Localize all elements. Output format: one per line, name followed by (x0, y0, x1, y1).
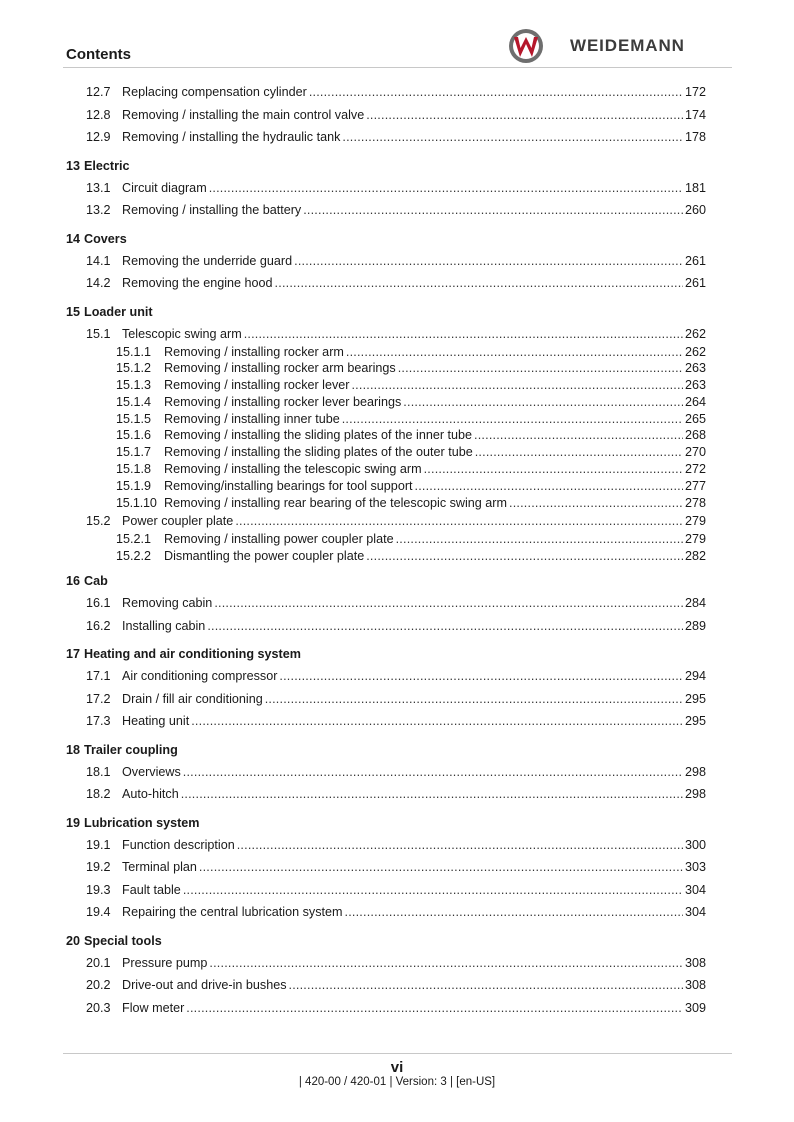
entry-number: 12.7 (86, 85, 111, 99)
dot-leader (415, 478, 683, 494)
chapter-heading[interactable] (66, 565, 706, 595)
footer-divider (63, 1053, 732, 1054)
entry-page: 309 (684, 1000, 706, 1015)
entry-title: Pressure pump (122, 955, 208, 970)
dot-leader (183, 882, 683, 898)
dot-leader (235, 513, 683, 529)
chapter-number: 15 (66, 304, 81, 319)
chapter-heading[interactable] (66, 298, 706, 326)
page-title: Contents (66, 46, 131, 63)
entry-page: 277 (684, 478, 706, 493)
entry-title: Auto-hitch (122, 787, 179, 802)
dot-leader (345, 904, 683, 920)
entry-title: Air conditioning compressor (122, 669, 278, 684)
chapter-number: 13 (66, 158, 81, 173)
entry-title: Telescopic swing arm (122, 326, 242, 341)
entry-number: 15.2.2 (116, 549, 152, 564)
chapter-number: 17 (66, 647, 81, 662)
chapter-title: Covers (84, 231, 127, 246)
toc-entry[interactable] (66, 618, 706, 641)
toc-entry[interactable] (66, 882, 706, 905)
weidemann-logo-icon (506, 27, 550, 65)
entry-number: 19.3 (86, 882, 111, 897)
entry-number: 15.1.2 (116, 361, 152, 376)
dot-leader (207, 618, 683, 634)
entry-title: Removing the underride guard (122, 253, 293, 268)
entry-number: 13.1 (86, 180, 111, 195)
chapter-heading[interactable] (66, 736, 706, 764)
chapter-heading[interactable] (66, 927, 706, 955)
entry-number: 14.1 (86, 253, 111, 268)
dot-leader (366, 548, 683, 564)
entry-number: 16.2 (86, 618, 111, 633)
toc-entry[interactable] (66, 713, 706, 736)
toc-subentry[interactable] (66, 411, 706, 428)
toc-subentry[interactable] (66, 360, 706, 377)
dot-leader (244, 326, 683, 342)
entry-title: Removing / installing the telescopic swing arm (164, 462, 422, 477)
entry-number: 15.1.1 (116, 344, 152, 359)
toc-subentry[interactable] (66, 394, 706, 411)
entry-number: 15.1.5 (116, 411, 152, 426)
entry-page: 298 (684, 764, 706, 779)
entry-number: 13.2 (86, 203, 111, 217)
chapter-title: Heating and air conditioning system (84, 647, 301, 662)
entry-title: Removing / installing inner tube (164, 411, 340, 426)
dot-leader (475, 444, 683, 460)
entry-title: Power coupler plate (122, 514, 234, 529)
entry-page: 304 (684, 882, 706, 897)
entry-title: Circuit diagram (122, 180, 207, 195)
dot-leader (199, 859, 683, 875)
brand-name: WEIDEMANN (570, 36, 685, 55)
entry-number: 14.2 (86, 276, 111, 290)
dot-leader (351, 377, 683, 393)
chapter-heading[interactable] (66, 640, 706, 668)
entry-number: 15.1.4 (116, 394, 152, 409)
entry-page: 282 (684, 549, 706, 564)
dot-leader (209, 180, 683, 196)
entry-title: Replacing compensation cylinder (122, 85, 307, 99)
chapter-title: Trailer coupling (84, 742, 178, 757)
entry-page: 174 (684, 107, 706, 122)
entry-page: 295 (684, 691, 706, 706)
entry-page: 308 (684, 955, 706, 970)
chapter-title: Special tools (84, 933, 162, 948)
version-info: | 420-00 / 420-01 | Version: 3 | [en-US] (298, 1076, 496, 1088)
chapter-number: 14 (66, 231, 81, 246)
toc-entry[interactable] (66, 668, 706, 691)
entry-number: 12.8 (86, 107, 111, 122)
entry-title: Removing / installing the sliding plates of the inner tube (164, 428, 473, 443)
entry-title: Installing cabin (122, 618, 206, 633)
toc-subentry[interactable] (66, 444, 706, 461)
entry-page: 294 (684, 669, 706, 684)
entry-title: Drive-out and drive-in bushes (122, 978, 287, 993)
entry-page: 181 (684, 180, 706, 195)
entry-number: 16.1 (86, 596, 111, 611)
entry-title: Removing the engine hood (122, 276, 273, 290)
entry-number: 15.1.10 (116, 495, 157, 510)
chapter-number: 16 (66, 574, 81, 589)
entry-page: 303 (684, 860, 706, 875)
chapter-number: 18 (66, 742, 81, 757)
header-divider (63, 67, 732, 68)
dot-leader (294, 253, 683, 269)
entry-title: Terminal plan (122, 860, 197, 875)
chapter-number: 20 (66, 933, 81, 948)
entry-title: Removing / installing rocker lever bearings (164, 394, 402, 409)
entry-page: 262 (684, 344, 706, 359)
toc-entry[interactable] (66, 513, 706, 531)
toc-entry[interactable] (66, 326, 706, 344)
entry-number: 19.4 (86, 905, 111, 920)
entry-number: 15.1.7 (116, 445, 152, 460)
toc-subentry[interactable] (66, 495, 706, 512)
entry-title: Removing / installing the sliding plates of the outer tube (164, 445, 473, 460)
dot-leader (424, 461, 683, 477)
chapter-heading[interactable] (66, 809, 706, 837)
dot-leader (289, 977, 683, 993)
chapter-title: Electric (84, 158, 130, 173)
entry-number: 20.3 (86, 1000, 111, 1015)
entry-number: 19.2 (86, 860, 111, 875)
toc-entry[interactable] (66, 786, 706, 809)
dot-leader (342, 411, 683, 427)
entry-title: Removing / installing the main control valve (122, 107, 365, 122)
entry-page: 261 (684, 253, 706, 268)
entry-title: Removing / installing rocker arm bearings (164, 361, 396, 376)
entry-page: 261 (684, 276, 706, 290)
chapter-title: Lubrication system (84, 815, 200, 830)
entry-page: 268 (684, 428, 706, 443)
entry-number: 18.1 (86, 764, 111, 779)
toc-entry[interactable] (66, 202, 706, 225)
entry-number: 18.2 (86, 787, 111, 802)
entry-page: 279 (684, 514, 706, 529)
dot-leader (214, 595, 683, 611)
dot-leader (191, 713, 683, 729)
dot-leader (342, 129, 683, 145)
dot-leader (265, 691, 683, 707)
entry-page: 284 (684, 596, 706, 611)
toc-entry[interactable] (66, 859, 706, 882)
entry-title: Flow meter (122, 1000, 185, 1015)
chapter-title: Cab (84, 574, 108, 589)
toc-subentry[interactable] (66, 531, 706, 548)
entry-number: 17.2 (86, 691, 111, 706)
toc-entry[interactable] (66, 764, 706, 787)
dot-leader (509, 495, 683, 511)
toc-subentry[interactable] (66, 427, 706, 444)
entry-page: 270 (684, 445, 706, 460)
entry-number: 17.3 (86, 714, 111, 729)
entry-title: Fault table (122, 882, 181, 897)
entry-number: 19.1 (86, 837, 111, 852)
entry-page: 264 (684, 394, 706, 409)
entry-page: 300 (684, 837, 706, 852)
entry-title: Removing / installing the hydraulic tank (122, 130, 341, 144)
dot-leader (346, 344, 683, 360)
toc-entry[interactable] (66, 955, 706, 978)
entry-title: Dismantling the power coupler plate (164, 549, 365, 564)
toc-entry[interactable] (66, 595, 706, 618)
toc-entry[interactable] (66, 84, 706, 107)
toc-entry[interactable] (66, 837, 706, 860)
entry-title: Drain / fill air conditioning (122, 691, 263, 706)
toc-entry[interactable] (66, 691, 706, 714)
page-number: vi (390, 1059, 404, 1076)
dot-leader (303, 202, 683, 218)
entry-page: 289 (684, 618, 706, 633)
toc-subentry[interactable] (66, 548, 706, 565)
entry-title: Removing / installing rocker lever (164, 378, 350, 393)
entry-page: 279 (684, 532, 706, 547)
entry-number: 17.1 (86, 669, 111, 684)
entry-number: 12.9 (86, 130, 111, 144)
dot-leader (209, 955, 683, 971)
dot-leader (366, 107, 683, 123)
entry-page: 263 (684, 361, 706, 376)
entry-page: 295 (684, 714, 706, 729)
toc-entry[interactable] (66, 253, 706, 276)
entry-number: 15.1.6 (116, 428, 152, 443)
dot-leader (237, 837, 683, 853)
entry-page: 262 (684, 326, 706, 341)
entry-title: Removing / installing rocker arm (164, 344, 344, 359)
entry-number: 20.1 (86, 955, 111, 970)
entry-page: 298 (684, 787, 706, 802)
entry-page: 308 (684, 978, 706, 993)
toc-subentry[interactable] (66, 478, 706, 495)
dot-leader (181, 786, 683, 802)
chapter-title: Loader unit (84, 304, 153, 319)
entry-number: 15.1.9 (116, 478, 152, 493)
entry-number: 15.1.3 (116, 378, 152, 393)
dot-leader (186, 1000, 683, 1016)
chapter-number: 19 (66, 815, 81, 830)
entry-title: Removing / installing the battery (122, 203, 302, 217)
toc-entry[interactable] (66, 275, 706, 298)
entry-title: Removing / installing power coupler plate (164, 532, 394, 547)
entry-title: Removing / installing rear bearing of the telescopic swing arm (164, 495, 507, 510)
toc-entry[interactable] (66, 107, 706, 130)
toc-subentry[interactable] (66, 344, 706, 361)
chapter-heading[interactable] (66, 152, 706, 180)
dot-leader (183, 764, 683, 780)
entry-number: 15.2 (86, 514, 111, 529)
entry-title: Removing cabin (122, 596, 213, 611)
entry-page: 278 (684, 495, 706, 510)
dot-leader (279, 668, 683, 684)
entry-number: 15.1 (86, 326, 111, 341)
toc-subentry[interactable] (66, 461, 706, 478)
toc-entry[interactable] (66, 904, 706, 927)
toc-entry[interactable] (66, 977, 706, 1000)
dot-leader (396, 531, 683, 547)
dot-leader (403, 394, 683, 410)
entry-title: Repairing the central lubrication system (122, 905, 343, 920)
dot-leader (309, 84, 683, 100)
entry-page: 265 (684, 411, 706, 426)
toc-entry[interactable] (66, 129, 706, 152)
entry-page: 172 (684, 85, 706, 99)
entry-page: 272 (684, 462, 706, 477)
table-of-contents (66, 84, 706, 1022)
entry-page: 263 (684, 378, 706, 393)
entry-number: 20.2 (86, 978, 111, 993)
entry-number: 15.2.1 (116, 532, 152, 547)
chapter-heading[interactable] (66, 225, 706, 253)
dot-leader (474, 427, 683, 443)
entry-page: 178 (684, 130, 706, 144)
dot-leader (275, 275, 683, 291)
toc-entry[interactable] (66, 180, 706, 203)
entry-title: Heating unit (122, 714, 190, 729)
entry-title: Removing/installing bearings for tool support (164, 478, 413, 493)
entry-number: 15.1.8 (116, 462, 152, 477)
entry-title: Function description (122, 837, 235, 852)
entry-page: 260 (684, 203, 706, 217)
entry-title: Overviews (122, 764, 181, 779)
toc-entry[interactable] (66, 1000, 706, 1023)
dot-leader (398, 360, 683, 376)
entry-page: 304 (684, 905, 706, 920)
toc-subentry[interactable] (66, 377, 706, 394)
